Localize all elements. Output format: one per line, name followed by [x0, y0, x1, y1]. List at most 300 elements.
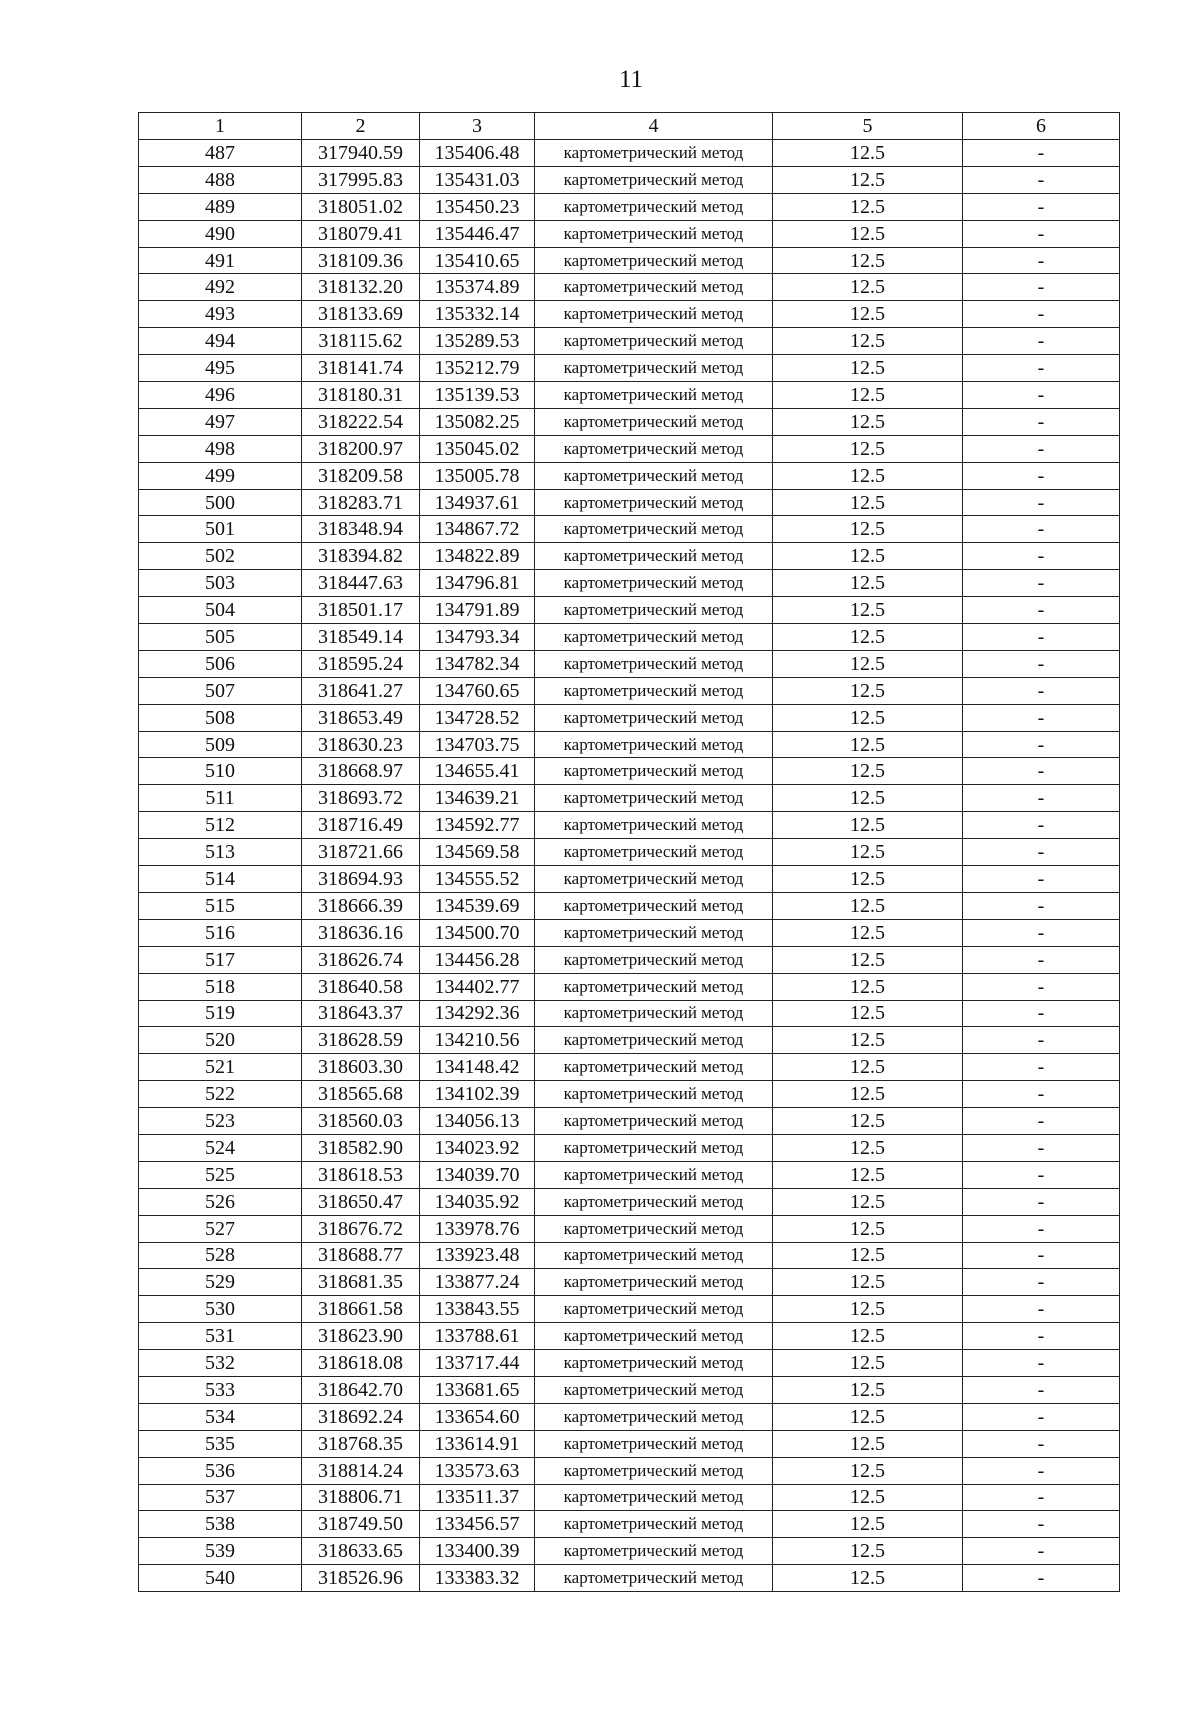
method-cell: картометрический метод	[535, 1134, 773, 1161]
x-coordinate-cell: 318141.74	[302, 355, 420, 382]
table-row	[139, 1323, 1120, 1350]
method-cell: картометрический метод	[535, 892, 773, 919]
y-coordinate-cell: 134555.52	[420, 866, 535, 893]
table-row	[139, 1565, 1120, 1592]
description-cell: -	[963, 247, 1120, 274]
point-number-cell: 523	[139, 1108, 302, 1135]
point-number-cell: 537	[139, 1484, 302, 1511]
point-number-cell: 538	[139, 1511, 302, 1538]
method-cell: картометрический метод	[535, 193, 773, 220]
point-number-cell: 527	[139, 1215, 302, 1242]
accuracy-cell: 12.5	[773, 624, 963, 651]
y-coordinate-cell: 133383.32	[420, 1565, 535, 1592]
table-body	[139, 140, 1120, 1592]
y-coordinate-cell: 133923.48	[420, 1242, 535, 1269]
x-coordinate-cell: 318222.54	[302, 408, 420, 435]
x-coordinate-cell: 318560.03	[302, 1108, 420, 1135]
method-cell: картометрический метод	[535, 704, 773, 731]
x-coordinate-cell: 318814.24	[302, 1457, 420, 1484]
method-cell: картометрический метод	[535, 274, 773, 301]
x-coordinate-cell: 318623.90	[302, 1323, 420, 1350]
method-cell: картометрический метод	[535, 1215, 773, 1242]
y-coordinate-cell: 134039.70	[420, 1161, 535, 1188]
point-number-cell: 532	[139, 1350, 302, 1377]
accuracy-cell: 12.5	[773, 866, 963, 893]
y-coordinate-cell: 133877.24	[420, 1269, 535, 1296]
description-cell: -	[963, 166, 1120, 193]
table-row	[139, 516, 1120, 543]
accuracy-cell: 12.5	[773, 1484, 963, 1511]
table-row	[139, 1269, 1120, 1296]
description-cell: -	[963, 946, 1120, 973]
x-coordinate-cell: 318640.58	[302, 973, 420, 1000]
method-cell: картометрический метод	[535, 758, 773, 785]
accuracy-cell: 12.5	[773, 597, 963, 624]
accuracy-cell: 12.5	[773, 1054, 963, 1081]
y-coordinate-cell: 134292.36	[420, 1000, 535, 1027]
x-coordinate-cell: 318681.35	[302, 1269, 420, 1296]
accuracy-cell: 12.5	[773, 570, 963, 597]
x-coordinate-cell: 318133.69	[302, 301, 420, 328]
x-coordinate-cell: 318526.96	[302, 1565, 420, 1592]
header-cell-6: 6	[963, 113, 1120, 140]
x-coordinate-cell: 318653.49	[302, 704, 420, 731]
x-coordinate-cell: 318618.08	[302, 1350, 420, 1377]
y-coordinate-cell: 134056.13	[420, 1108, 535, 1135]
y-coordinate-cell: 134539.69	[420, 892, 535, 919]
description-cell: -	[963, 1296, 1120, 1323]
x-coordinate-cell: 318109.36	[302, 247, 420, 274]
x-coordinate-cell: 318200.97	[302, 435, 420, 462]
point-number-cell: 506	[139, 650, 302, 677]
table-row	[139, 1457, 1120, 1484]
point-number-cell: 491	[139, 247, 302, 274]
point-number-cell: 509	[139, 731, 302, 758]
point-number-cell: 494	[139, 328, 302, 355]
accuracy-cell: 12.5	[773, 1323, 963, 1350]
y-coordinate-cell: 134402.77	[420, 973, 535, 1000]
method-cell: картометрический метод	[535, 731, 773, 758]
method-cell: картометрический метод	[535, 1376, 773, 1403]
method-cell: картометрический метод	[535, 919, 773, 946]
y-coordinate-cell: 135332.14	[420, 301, 535, 328]
point-number-cell: 531	[139, 1323, 302, 1350]
x-coordinate-cell: 318348.94	[302, 516, 420, 543]
table-row	[139, 1403, 1120, 1430]
point-number-cell: 492	[139, 274, 302, 301]
description-cell: -	[963, 597, 1120, 624]
table-row	[139, 193, 1120, 220]
method-cell: картометрический метод	[535, 382, 773, 409]
table-row	[139, 650, 1120, 677]
table-row	[139, 489, 1120, 516]
y-coordinate-cell: 134703.75	[420, 731, 535, 758]
method-cell: картометрический метод	[535, 1269, 773, 1296]
table-row	[139, 866, 1120, 893]
method-cell: картометрический метод	[535, 516, 773, 543]
method-cell: картометрический метод	[535, 247, 773, 274]
x-coordinate-cell: 318661.58	[302, 1296, 420, 1323]
description-cell: -	[963, 1000, 1120, 1027]
point-number-cell: 490	[139, 220, 302, 247]
table-row	[139, 1027, 1120, 1054]
x-coordinate-cell: 318721.66	[302, 839, 420, 866]
description-cell: -	[963, 1403, 1120, 1430]
description-cell: -	[963, 785, 1120, 812]
description-cell: -	[963, 1215, 1120, 1242]
description-cell: -	[963, 435, 1120, 462]
method-cell: картометрический метод	[535, 301, 773, 328]
point-number-cell: 516	[139, 919, 302, 946]
x-coordinate-cell: 317995.83	[302, 166, 420, 193]
table-row	[139, 1350, 1120, 1377]
header-cell-1: 1	[139, 113, 302, 140]
point-number-cell: 514	[139, 866, 302, 893]
coordinates-table	[138, 112, 1120, 1592]
description-cell: -	[963, 1108, 1120, 1135]
y-coordinate-cell: 133654.60	[420, 1403, 535, 1430]
description-cell: -	[963, 812, 1120, 839]
method-cell: картометрический метод	[535, 1054, 773, 1081]
method-cell: картометрический метод	[535, 1430, 773, 1457]
x-coordinate-cell: 318603.30	[302, 1054, 420, 1081]
accuracy-cell: 12.5	[773, 166, 963, 193]
method-cell: картометрический метод	[535, 1565, 773, 1592]
description-cell: -	[963, 355, 1120, 382]
accuracy-cell: 12.5	[773, 274, 963, 301]
y-coordinate-cell: 134782.34	[420, 650, 535, 677]
accuracy-cell: 12.5	[773, 1081, 963, 1108]
point-number-cell: 533	[139, 1376, 302, 1403]
table-row	[139, 1134, 1120, 1161]
accuracy-cell: 12.5	[773, 1215, 963, 1242]
y-coordinate-cell: 134791.89	[420, 597, 535, 624]
accuracy-cell: 12.5	[773, 650, 963, 677]
y-coordinate-cell: 135410.65	[420, 247, 535, 274]
point-number-cell: 515	[139, 892, 302, 919]
description-cell: -	[963, 1457, 1120, 1484]
point-number-cell: 504	[139, 597, 302, 624]
point-number-cell: 520	[139, 1027, 302, 1054]
description-cell: -	[963, 1350, 1120, 1377]
point-number-cell: 488	[139, 166, 302, 193]
method-cell: картометрический метод	[535, 677, 773, 704]
y-coordinate-cell: 134760.65	[420, 677, 535, 704]
description-cell: -	[963, 1376, 1120, 1403]
x-coordinate-cell: 318582.90	[302, 1134, 420, 1161]
x-coordinate-cell: 318051.02	[302, 193, 420, 220]
point-number-cell: 500	[139, 489, 302, 516]
method-cell: картометрический метод	[535, 1000, 773, 1027]
accuracy-cell: 12.5	[773, 1027, 963, 1054]
method-cell: картометрический метод	[535, 839, 773, 866]
table-row	[139, 758, 1120, 785]
x-coordinate-cell: 318180.31	[302, 382, 420, 409]
accuracy-cell: 12.5	[773, 1000, 963, 1027]
method-cell: картометрический метод	[535, 1161, 773, 1188]
accuracy-cell: 12.5	[773, 1511, 963, 1538]
point-number-cell: 497	[139, 408, 302, 435]
accuracy-cell: 12.5	[773, 1376, 963, 1403]
y-coordinate-cell: 134728.52	[420, 704, 535, 731]
accuracy-cell: 12.5	[773, 812, 963, 839]
point-number-cell: 521	[139, 1054, 302, 1081]
description-cell: -	[963, 731, 1120, 758]
point-number-cell: 505	[139, 624, 302, 651]
description-cell: -	[963, 866, 1120, 893]
description-cell: -	[963, 220, 1120, 247]
y-coordinate-cell: 133843.55	[420, 1296, 535, 1323]
method-cell: картометрический метод	[535, 435, 773, 462]
table-row	[139, 624, 1120, 651]
method-cell: картометрический метод	[535, 1027, 773, 1054]
description-cell: -	[963, 1242, 1120, 1269]
x-coordinate-cell: 318650.47	[302, 1188, 420, 1215]
x-coordinate-cell: 318642.70	[302, 1376, 420, 1403]
accuracy-cell: 12.5	[773, 758, 963, 785]
point-number-cell: 534	[139, 1403, 302, 1430]
x-coordinate-cell: 318565.68	[302, 1081, 420, 1108]
accuracy-cell: 12.5	[773, 1565, 963, 1592]
y-coordinate-cell: 133978.76	[420, 1215, 535, 1242]
point-number-cell: 535	[139, 1430, 302, 1457]
y-coordinate-cell: 133717.44	[420, 1350, 535, 1377]
y-coordinate-cell: 134867.72	[420, 516, 535, 543]
point-number-cell: 510	[139, 758, 302, 785]
y-coordinate-cell: 135446.47	[420, 220, 535, 247]
method-cell: картометрический метод	[535, 1484, 773, 1511]
table-row	[139, 570, 1120, 597]
description-cell: -	[963, 650, 1120, 677]
method-cell: картометрический метод	[535, 1323, 773, 1350]
point-number-cell: 502	[139, 543, 302, 570]
x-coordinate-cell: 317940.59	[302, 140, 420, 167]
description-cell: -	[963, 1161, 1120, 1188]
accuracy-cell: 12.5	[773, 1108, 963, 1135]
point-number-cell: 536	[139, 1457, 302, 1484]
table-row	[139, 328, 1120, 355]
y-coordinate-cell: 135082.25	[420, 408, 535, 435]
description-cell: -	[963, 274, 1120, 301]
header-cell-5: 5	[773, 113, 963, 140]
accuracy-cell: 12.5	[773, 1269, 963, 1296]
method-cell: картометрический метод	[535, 1296, 773, 1323]
description-cell: -	[963, 919, 1120, 946]
accuracy-cell: 12.5	[773, 1134, 963, 1161]
y-coordinate-cell: 133788.61	[420, 1323, 535, 1350]
accuracy-cell: 12.5	[773, 731, 963, 758]
table-row	[139, 785, 1120, 812]
table-row	[139, 543, 1120, 570]
table-row	[139, 1296, 1120, 1323]
y-coordinate-cell: 134639.21	[420, 785, 535, 812]
y-coordinate-cell: 133400.39	[420, 1538, 535, 1565]
header-cell-3: 3	[420, 113, 535, 140]
table-row	[139, 1161, 1120, 1188]
table-row	[139, 220, 1120, 247]
accuracy-cell: 12.5	[773, 704, 963, 731]
description-cell: -	[963, 543, 1120, 570]
method-cell: картометрический метод	[535, 328, 773, 355]
y-coordinate-cell: 135005.78	[420, 462, 535, 489]
point-number-cell: 529	[139, 1269, 302, 1296]
x-coordinate-cell: 318079.41	[302, 220, 420, 247]
description-cell: -	[963, 1134, 1120, 1161]
description-cell: -	[963, 140, 1120, 167]
point-number-cell: 487	[139, 140, 302, 167]
description-cell: -	[963, 973, 1120, 1000]
table-row	[139, 274, 1120, 301]
method-cell: картометрический метод	[535, 1242, 773, 1269]
x-coordinate-cell: 318501.17	[302, 597, 420, 624]
x-coordinate-cell: 318115.62	[302, 328, 420, 355]
description-cell: -	[963, 1081, 1120, 1108]
x-coordinate-cell: 318447.63	[302, 570, 420, 597]
accuracy-cell: 12.5	[773, 677, 963, 704]
method-cell: картометрический метод	[535, 1457, 773, 1484]
description-cell: -	[963, 1323, 1120, 1350]
x-coordinate-cell: 318132.20	[302, 274, 420, 301]
y-coordinate-cell: 135450.23	[420, 193, 535, 220]
table-row	[139, 973, 1120, 1000]
point-number-cell: 512	[139, 812, 302, 839]
point-number-cell: 499	[139, 462, 302, 489]
method-cell: картометрический метод	[535, 166, 773, 193]
point-number-cell: 507	[139, 677, 302, 704]
x-coordinate-cell: 318618.53	[302, 1161, 420, 1188]
x-coordinate-cell: 318549.14	[302, 624, 420, 651]
table-row	[139, 812, 1120, 839]
table-row	[139, 892, 1120, 919]
point-number-cell: 495	[139, 355, 302, 382]
method-cell: картометрический метод	[535, 220, 773, 247]
table-row	[139, 1108, 1120, 1135]
x-coordinate-cell: 318209.58	[302, 462, 420, 489]
method-cell: картометрический метод	[535, 1081, 773, 1108]
table-row	[139, 946, 1120, 973]
method-cell: картометрический метод	[535, 1108, 773, 1135]
x-coordinate-cell: 318806.71	[302, 1484, 420, 1511]
accuracy-cell: 12.5	[773, 1188, 963, 1215]
table-row	[139, 301, 1120, 328]
x-coordinate-cell: 318676.72	[302, 1215, 420, 1242]
point-number-cell: 526	[139, 1188, 302, 1215]
x-coordinate-cell: 318688.77	[302, 1242, 420, 1269]
description-cell: -	[963, 408, 1120, 435]
method-cell: картометрический метод	[535, 650, 773, 677]
point-number-cell: 540	[139, 1565, 302, 1592]
description-cell: -	[963, 489, 1120, 516]
point-number-cell: 517	[139, 946, 302, 973]
accuracy-cell: 12.5	[773, 785, 963, 812]
table-row	[139, 597, 1120, 624]
point-number-cell: 511	[139, 785, 302, 812]
point-number-cell: 508	[139, 704, 302, 731]
description-cell: -	[963, 193, 1120, 220]
accuracy-cell: 12.5	[773, 247, 963, 274]
x-coordinate-cell: 318694.93	[302, 866, 420, 893]
method-cell: картометрический метод	[535, 866, 773, 893]
y-coordinate-cell: 134500.70	[420, 919, 535, 946]
description-cell: -	[963, 570, 1120, 597]
y-coordinate-cell: 133511.37	[420, 1484, 535, 1511]
method-cell: картометрический метод	[535, 973, 773, 1000]
x-coordinate-cell: 318641.27	[302, 677, 420, 704]
accuracy-cell: 12.5	[773, 1538, 963, 1565]
header-cell-4: 4	[535, 113, 773, 140]
method-cell: картометрический метод	[535, 785, 773, 812]
accuracy-cell: 12.5	[773, 355, 963, 382]
point-number-cell: 525	[139, 1161, 302, 1188]
description-cell: -	[963, 1188, 1120, 1215]
description-cell: -	[963, 1484, 1120, 1511]
accuracy-cell: 12.5	[773, 946, 963, 973]
table-row	[139, 247, 1120, 274]
accuracy-cell: 12.5	[773, 516, 963, 543]
table-row	[139, 839, 1120, 866]
table-row	[139, 462, 1120, 489]
table-header	[139, 113, 1120, 140]
method-cell: картометрический метод	[535, 624, 773, 651]
method-cell: картометрический метод	[535, 355, 773, 382]
method-cell: картометрический метод	[535, 489, 773, 516]
y-coordinate-cell: 134822.89	[420, 543, 535, 570]
x-coordinate-cell: 318626.74	[302, 946, 420, 973]
x-coordinate-cell: 318643.37	[302, 1000, 420, 1027]
method-cell: картометрический метод	[535, 1188, 773, 1215]
accuracy-cell: 12.5	[773, 140, 963, 167]
y-coordinate-cell: 133681.65	[420, 1376, 535, 1403]
y-coordinate-cell: 134035.92	[420, 1188, 535, 1215]
table-row	[139, 140, 1120, 167]
y-coordinate-cell: 135045.02	[420, 435, 535, 462]
table-row	[139, 1376, 1120, 1403]
description-cell: -	[963, 892, 1120, 919]
description-cell: -	[963, 1511, 1120, 1538]
table-row	[139, 1511, 1120, 1538]
y-coordinate-cell: 135289.53	[420, 328, 535, 355]
x-coordinate-cell: 318630.23	[302, 731, 420, 758]
x-coordinate-cell: 318768.35	[302, 1430, 420, 1457]
x-coordinate-cell: 318749.50	[302, 1511, 420, 1538]
table-row	[139, 1538, 1120, 1565]
x-coordinate-cell: 318628.59	[302, 1027, 420, 1054]
header-row	[139, 113, 1120, 140]
method-cell: картометрический метод	[535, 140, 773, 167]
accuracy-cell: 12.5	[773, 462, 963, 489]
description-cell: -	[963, 516, 1120, 543]
point-number-cell: 519	[139, 1000, 302, 1027]
accuracy-cell: 12.5	[773, 193, 963, 220]
table-row	[139, 1188, 1120, 1215]
table-row	[139, 166, 1120, 193]
accuracy-cell: 12.5	[773, 1430, 963, 1457]
accuracy-cell: 12.5	[773, 435, 963, 462]
accuracy-cell: 12.5	[773, 382, 963, 409]
y-coordinate-cell: 134023.92	[420, 1134, 535, 1161]
y-coordinate-cell: 134793.34	[420, 624, 535, 651]
description-cell: -	[963, 839, 1120, 866]
y-coordinate-cell: 134210.56	[420, 1027, 535, 1054]
table-row	[139, 731, 1120, 758]
description-cell: -	[963, 1538, 1120, 1565]
method-cell: картометрический метод	[535, 812, 773, 839]
accuracy-cell: 12.5	[773, 328, 963, 355]
method-cell: картометрический метод	[535, 597, 773, 624]
method-cell: картометрический метод	[535, 1350, 773, 1377]
table-row	[139, 355, 1120, 382]
y-coordinate-cell: 134655.41	[420, 758, 535, 785]
